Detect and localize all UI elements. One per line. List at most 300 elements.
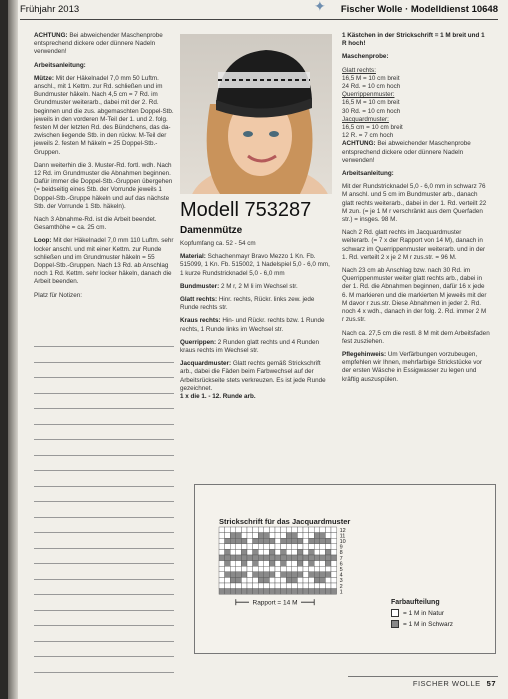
stitch-natur <box>331 533 337 539</box>
stitch-natur <box>230 583 236 589</box>
stitch-natur <box>325 533 331 539</box>
loop-text: Mit der Häkelnadel 7,0 mm 110 Luftm. sehr locker anschl. und mit einer Kettm. zur Runde schließen und im Grundmuster häkeln = 55 Doppel-Stb.-Gruppen. Nach 13 Rd. ab Anschlag noch 1 Rd. Kettm. sehr locker häkeln, danach die Arbeit beenden. <box>34 237 174 286</box>
stitch-schwarz <box>292 572 298 578</box>
stst-text: Hinr. rechts, Rückr. links zew. jede Runde rechts str. <box>180 296 315 312</box>
stitch-schwarz <box>258 572 264 578</box>
row-number-label: 6 <box>339 561 343 568</box>
stitch-natur <box>303 572 309 578</box>
stitch-natur <box>264 583 270 589</box>
stitch-natur <box>292 527 298 533</box>
stitch-natur <box>219 549 225 555</box>
loop-label: Loop: <box>34 237 52 245</box>
notes-label: Platz für Notizen: <box>34 291 82 299</box>
stitch-schwarz <box>286 572 292 578</box>
stitch-schwarz <box>325 549 331 555</box>
stitch-natur <box>236 544 242 550</box>
stitch-natur <box>292 561 298 567</box>
stitch-schwarz <box>269 549 275 555</box>
stitch-natur <box>225 577 231 583</box>
stitch-schwarz <box>297 538 303 544</box>
hat-text-2: Dann weiterhin die 3. Muster-Rd. fortl. wdh. Nach 12 Rd. im Grundmuster die Abnahmen beginnen. Dafür immer die Doppel-Stb.-Gruppen übergehen (= beidseitig eines Stb. der Vorrunde jeweils 1 Doppel-Stb.-Gruppe häkeln und auf das nächste Stb. der Vorrunde 1 Stb. häkeln). <box>34 161 173 210</box>
row-number-label: 12 <box>339 527 346 534</box>
stitch-natur <box>331 583 337 589</box>
stitch-schwarz <box>303 589 309 595</box>
stitch-natur <box>269 544 275 550</box>
stitch-natur <box>286 561 292 567</box>
stitch-schwarz <box>297 589 303 595</box>
warning-text: Bei abweichender Maschenprobe entsprechend dickere oder dünnere Nadeln verwenden! <box>34 32 163 56</box>
stitch-schwarz <box>325 572 331 578</box>
stitch-natur <box>325 566 331 572</box>
stitch-schwarz <box>230 533 236 539</box>
stitch-schwarz <box>286 538 292 544</box>
notes-line <box>34 548 174 549</box>
jacquard-rows: 1 x die 1. - 12. Runde arb. <box>180 393 256 401</box>
notes-line <box>34 486 174 487</box>
notes-line <box>34 501 174 502</box>
notes-line <box>34 517 174 518</box>
stitch-schwarz <box>225 589 231 595</box>
stitch-natur <box>303 538 309 544</box>
stitch-natur <box>303 527 309 533</box>
stitch-natur <box>275 566 281 572</box>
model-photo <box>180 34 332 194</box>
stitch-natur <box>309 577 315 583</box>
material-text: Schachenmayr Bravo Mezzo 1 Kn. Fb. 515099, 1 Kn. Fb. 515002, 1 Nadelspiel 5,0 - 6,0 mm, 1 kurze Rundstricknadel 5,0 - 6,0 mm <box>180 253 330 277</box>
stitch-natur <box>325 527 331 533</box>
stitch-natur <box>303 544 309 550</box>
stitch-schwarz <box>320 555 326 561</box>
page-spine <box>8 0 18 699</box>
notes-line <box>34 625 174 626</box>
stitch-schwarz <box>225 572 231 578</box>
stitch-schwarz <box>241 549 247 555</box>
stitch-schwarz <box>264 577 270 583</box>
stitch-natur <box>320 544 326 550</box>
stitch-natur <box>247 577 253 583</box>
stitch-natur <box>230 566 236 572</box>
page-number: 57 <box>486 679 496 688</box>
warning-label: ACHTUNG: <box>34 32 68 39</box>
stitch-natur <box>241 566 247 572</box>
stitch-natur <box>314 583 320 589</box>
stitch-natur <box>219 561 225 567</box>
stitch-natur <box>264 561 270 567</box>
stitch-schwarz <box>264 533 270 539</box>
stitch-schwarz <box>314 538 320 544</box>
stitch-natur <box>225 566 231 572</box>
stitch-schwarz <box>309 589 315 595</box>
stitch-schwarz <box>236 572 242 578</box>
stitch-schwarz <box>281 538 287 544</box>
stitch-natur <box>297 544 303 550</box>
stitch-schwarz <box>230 538 236 544</box>
stitch-natur <box>297 527 303 533</box>
stitch-natur <box>236 566 242 572</box>
stitch-schwarz <box>225 538 231 544</box>
stitch-natur <box>230 549 236 555</box>
row-number-label: 5 <box>339 567 343 573</box>
jacquard-text: Glatt rechts gemäß Strickschrift arb., dabei die Fäden beim Farbwechsel auf der Arbeitsrückseite stets verkreuzen. Es ist jede Runde gezeichnet. <box>180 360 326 392</box>
stitch-natur <box>292 549 298 555</box>
instructions-title: Arbeitsanleitung: <box>34 61 86 69</box>
stitch-natur <box>286 566 292 572</box>
rapport-label: Rapport = 14 M <box>252 599 298 607</box>
row-number-label: 11 <box>339 533 346 540</box>
stitch-natur <box>247 533 253 539</box>
stitch-natur <box>320 561 326 567</box>
stitch-schwarz <box>241 561 247 567</box>
stitch-schwarz <box>269 589 275 595</box>
stitch-natur <box>314 527 320 533</box>
ridge-text: 2 Runden glatt rechts und 4 Runden kraus rechts im Wechsel str. <box>180 338 319 355</box>
care-text: Um Verfärbungen vorzubeugen, empfehlen wir Ihnen, mehrfarbige Strickstücke vor der ersten Wäsche in Essigwasser zu legen und kräftig auszuspülen. <box>342 350 482 383</box>
stitch-natur <box>247 549 253 555</box>
stitch-schwarz <box>325 561 331 567</box>
stitch-natur <box>325 544 331 550</box>
stitch-natur <box>247 538 253 544</box>
stitch-schwarz <box>247 555 253 561</box>
stitch-natur <box>236 527 242 533</box>
stitch-natur <box>269 566 275 572</box>
stitch-schwarz <box>314 577 320 583</box>
stitch-natur <box>292 566 298 572</box>
model-subtitle: Damenmütze <box>180 225 243 236</box>
stitch-schwarz <box>325 589 331 595</box>
footer <box>413 679 496 688</box>
stitch-schwarz <box>275 555 281 561</box>
stitch-schwarz <box>269 572 275 578</box>
stitch-schwarz <box>253 538 259 544</box>
stitch-natur <box>219 577 225 583</box>
stitch-natur <box>253 527 259 533</box>
stitch-natur <box>331 527 337 533</box>
stitch-natur <box>225 583 231 589</box>
stitch-natur <box>241 533 247 539</box>
stitch-schwarz <box>230 555 236 561</box>
schwarz-swatch <box>391 620 399 628</box>
stitch-natur <box>281 527 287 533</box>
stitch-natur <box>314 549 320 555</box>
kraus-text: Hin- und Rückr. rechts bzw. 1 Runde rechts, 1 Runde links im Wechsel str. <box>180 317 325 333</box>
left-column <box>34 32 174 305</box>
stitch-schwarz <box>320 538 326 544</box>
gauge-jacquard-label: Jacquardmuster: <box>342 115 389 123</box>
notes-line <box>34 393 174 394</box>
stitch-schwarz <box>292 589 298 595</box>
notes-line <box>34 579 174 580</box>
stitch-natur <box>309 533 315 539</box>
stitch-natur <box>241 544 247 550</box>
stitch-natur <box>247 583 253 589</box>
stitch-schwarz <box>325 555 331 561</box>
hat-text-3: Nach 3 Abnahme-Rd. ist die Arbeit beendet. Gesamthöhe = ca. 25 cm. <box>34 216 157 232</box>
stitch-schwarz <box>253 572 259 578</box>
stitch-schwarz <box>230 572 236 578</box>
stitch-natur <box>247 544 253 550</box>
stitch-natur <box>264 549 270 555</box>
row-number-label: 1 <box>339 589 343 596</box>
right-warning-label: ACHTUNG: <box>342 140 376 148</box>
stitch-natur <box>275 561 281 567</box>
notes-line <box>34 424 174 425</box>
stitch-schwarz <box>264 572 270 578</box>
stitch-natur <box>258 549 264 555</box>
right-warning-text: Bei abweichender Maschenprobe entsprechend dickere oder dünnere Nadeln verwenden! <box>342 140 471 164</box>
row-number-label: 7 <box>339 555 343 562</box>
stitch-schwarz <box>241 589 247 595</box>
stitch-natur <box>269 533 275 539</box>
stitch-natur <box>303 561 309 567</box>
footer-brand: FISCHER WOLLE <box>412 679 481 688</box>
stitch-natur <box>286 549 292 555</box>
notes-line <box>34 455 174 456</box>
stitch-schwarz <box>286 533 292 539</box>
stitch-natur <box>331 538 337 544</box>
stitch-natur <box>219 566 225 572</box>
stitch-natur <box>320 566 326 572</box>
stitch-natur <box>258 561 264 567</box>
stitch-natur <box>331 566 337 572</box>
stitch-natur <box>281 577 287 583</box>
stitch-schwarz <box>264 589 270 595</box>
stitch-natur <box>275 538 281 544</box>
stitch-schwarz <box>292 555 298 561</box>
stitch-natur <box>253 566 259 572</box>
stitch-natur <box>286 583 292 589</box>
stitch-natur <box>236 549 242 555</box>
stitch-natur <box>258 527 264 533</box>
stitch-natur <box>253 544 259 550</box>
stitch-schwarz <box>236 533 242 539</box>
stitch-natur <box>258 566 264 572</box>
stitch-schwarz <box>253 555 259 561</box>
stitch-schwarz <box>292 538 298 544</box>
stitch-natur <box>281 566 287 572</box>
gauge-stst-label: Glatt rechts: <box>342 66 376 74</box>
stitch-natur <box>225 533 231 539</box>
stitch-natur <box>225 527 231 533</box>
stitch-natur <box>253 577 259 583</box>
legend-schwarz-label: = 1 M in Schwarz <box>403 620 454 628</box>
stitch-natur <box>281 583 287 589</box>
gauge-title: Maschenprobe: <box>342 53 389 61</box>
stitch-schwarz <box>297 561 303 567</box>
instruction-3: Nach 23 cm ab Anschlag bzw. nach 30 Rd. im Querrippenmuster weiter glatt rechts arb., dabei in der 1. Rd. die Abnahmen beginnen, dafür 16 x jede 6. M markieren und die markierten M jeweils mit der M davor r zus.str. Diese Abnahmen in jeder 2. Rd. noch 4 x wdh., danach in der folg. 2. Rd. immer 2 M r zus.str. <box>342 267 487 324</box>
legend-schwarz <box>391 620 453 628</box>
stitch-natur <box>247 527 253 533</box>
stitch-natur <box>292 544 298 550</box>
row-number-label: 3 <box>339 578 343 585</box>
stitch-schwarz <box>264 538 270 544</box>
jacquard-chart-box <box>194 484 496 654</box>
stitch-schwarz <box>286 577 292 583</box>
stitch-natur <box>219 544 225 550</box>
stitch-schwarz <box>236 589 242 595</box>
legend-natur-label: = 1 M in Natur <box>403 609 445 617</box>
stitch-natur <box>303 583 309 589</box>
stitch-natur <box>320 549 326 555</box>
stitch-natur <box>241 583 247 589</box>
stitch-schwarz <box>314 533 320 539</box>
stitch-schwarz <box>331 589 337 595</box>
stitch-schwarz <box>331 555 337 561</box>
stitch-natur <box>219 533 225 539</box>
notes-line <box>34 408 174 409</box>
stitch-schwarz <box>241 538 247 544</box>
stitch-schwarz <box>258 577 264 583</box>
stitch-natur <box>309 527 315 533</box>
stitch-natur <box>320 583 326 589</box>
stitch-natur <box>247 561 253 567</box>
stitch-natur <box>309 544 315 550</box>
notes-line <box>34 563 174 564</box>
stitch-natur <box>281 544 287 550</box>
stitch-schwarz <box>275 589 281 595</box>
stitch-natur <box>303 566 309 572</box>
stitch-natur <box>236 583 242 589</box>
stitch-natur <box>303 533 309 539</box>
chart-intro: 1 Kästchen in der Strickschrift = 1 M breit und 1 R hoch! <box>342 32 485 48</box>
stitch-natur <box>253 533 259 539</box>
stitch-schwarz <box>320 572 326 578</box>
jacquard-label: Jacquardmuster: <box>180 360 232 368</box>
stitch-natur <box>247 572 253 578</box>
gauge-ridge: 16,5 M = 10 cm breit 30 Rd. = 10 cm hoch <box>342 99 401 115</box>
stitch-schwarz <box>309 555 315 561</box>
notes-line <box>34 641 174 642</box>
stitch-schwarz <box>253 589 259 595</box>
stitch-schwarz <box>309 549 315 555</box>
stitch-schwarz <box>314 589 320 595</box>
stitch-natur <box>303 549 309 555</box>
stitch-natur <box>269 577 275 583</box>
stitch-natur <box>275 577 281 583</box>
stitch-schwarz <box>253 549 259 555</box>
stitch-schwarz <box>225 555 231 561</box>
care-label: Pflegehinweis: <box>342 350 387 358</box>
model-title: Modell 753287 <box>180 199 312 221</box>
right-column <box>342 32 490 389</box>
row-number-label: 10 <box>339 539 346 545</box>
stitch-schwarz <box>230 589 236 595</box>
stitch-natur <box>320 527 326 533</box>
stitch-natur <box>325 583 331 589</box>
stitch-schwarz <box>281 561 287 567</box>
stitch-schwarz <box>219 589 225 595</box>
footer-rule <box>348 676 498 677</box>
publication-title: Fischer Wolle · Modelldienst 10648 <box>340 4 498 15</box>
stitch-schwarz <box>281 572 287 578</box>
notes-line <box>34 439 174 440</box>
stitch-schwarz <box>281 555 287 561</box>
stitch-natur <box>258 583 264 589</box>
chart-title: Strickschrift für das Jacquardmuster <box>219 517 351 526</box>
stitch-schwarz <box>314 555 320 561</box>
stitch-schwarz <box>269 555 275 561</box>
instruction-2: Nach 2 Rd. glatt rechts im Jacquardmuster weiterarb. (= 7 x der Rapport von 14 M), danach in schwarz im Querrippenmuster weiterarb. und in der 1. Rd. verteilt 2 x je 2 M r zus.str. = 96 M. <box>342 229 486 261</box>
stitch-schwarz <box>264 555 270 561</box>
stitch-schwarz <box>320 589 326 595</box>
stitch-schwarz <box>286 555 292 561</box>
stitch-natur <box>297 566 303 572</box>
stitch-natur <box>292 583 298 589</box>
gauge-stst: 16,5 M = 10 cm breit 24 Rd. = 10 cm hoch <box>342 74 401 91</box>
natur-swatch <box>391 609 399 617</box>
row-number-label: 2 <box>339 583 343 590</box>
stitch-schwarz <box>297 555 303 561</box>
stitch-natur <box>247 566 253 572</box>
header-rule <box>20 19 498 20</box>
stitch-schwarz <box>286 589 292 595</box>
stitch-schwarz <box>230 577 236 583</box>
hat-text: Mit der Häkelnadel 7,0 mm 50 Luftm. anschl., mit 1 Kettm. zur Rd. schließen und im Bundmuster häkeln. Nach 4,5 cm = 7 Rd. im Grundmuster weiterarb., dabei mit der 2. Rd. beginnen und die zus. abgemaschten Doppel-Stb. jeweils in den vorderen M-Teil der 1. und 2. folg. festen M der letzten Rd. des Bündchens, das dazwischen liegende Stb. in den rückw. M-Teil der jeweils 2. festen M häkeln = 25 Doppel-Stb.-Gruppen. <box>34 74 174 156</box>
rib-label: Bundmuster: <box>180 282 220 290</box>
stitch-schwarz <box>309 572 315 578</box>
right-instructions-title: Arbeitsanleitung: <box>342 170 394 178</box>
material-label: Material: <box>180 253 206 261</box>
stitch-schwarz <box>269 561 275 567</box>
rib-text: 2 M r, 2 M li im Wechsel str. <box>220 282 298 290</box>
stitch-natur <box>219 527 225 533</box>
stitch-schwarz <box>236 538 242 544</box>
stitch-natur <box>236 561 242 567</box>
stitch-natur <box>314 561 320 567</box>
stitch-schwarz <box>269 538 275 544</box>
stitch-schwarz <box>241 572 247 578</box>
stitch-natur <box>275 544 281 550</box>
stitch-natur <box>275 527 281 533</box>
notes-line <box>34 532 174 533</box>
stitch-natur <box>241 527 247 533</box>
stitch-schwarz <box>297 572 303 578</box>
stitch-schwarz <box>236 577 242 583</box>
stitch-schwarz <box>309 538 315 544</box>
notes-line <box>34 672 174 673</box>
notes-line <box>34 377 174 378</box>
stitch-natur <box>309 566 315 572</box>
woman-wearing-hat-image <box>180 34 332 194</box>
star-icon: ✦ <box>314 0 326 14</box>
notes-line <box>34 470 174 471</box>
instruction-1: Mit der Rundstricknadel 5,0 - 6,0 mm in schwarz 76 M anschl. und 5 cm im Bundmuster arb., danach glatt rechts weiterarb., dabei in der 1. Rd. verteilt 22 M zun. (= je 1 M r verschränkt aus dem Querfaden str.) = insges. 98 M. <box>342 183 487 224</box>
stitch-schwarz <box>292 577 298 583</box>
stitch-natur <box>297 583 303 589</box>
stitch-natur <box>331 577 337 583</box>
stitch-natur <box>230 561 236 567</box>
stitch-natur <box>258 544 264 550</box>
stitch-natur <box>325 577 331 583</box>
stitch-natur <box>241 577 247 583</box>
stitch-natur <box>253 583 259 589</box>
stitch-schwarz <box>281 549 287 555</box>
stitch-natur <box>275 572 281 578</box>
stitch-schwarz <box>219 555 225 561</box>
stitch-schwarz <box>281 589 287 595</box>
stitch-natur <box>314 566 320 572</box>
stitch-schwarz <box>241 555 247 561</box>
stitch-schwarz <box>258 555 264 561</box>
stitch-natur <box>297 533 303 539</box>
stitch-natur <box>331 561 337 567</box>
stitch-natur <box>331 572 337 578</box>
stitch-schwarz <box>303 555 309 561</box>
stitch-natur <box>269 527 275 533</box>
stitch-natur <box>286 527 292 533</box>
middle-column <box>180 240 332 406</box>
stitch-natur <box>264 544 270 550</box>
stitch-schwarz <box>253 561 259 567</box>
